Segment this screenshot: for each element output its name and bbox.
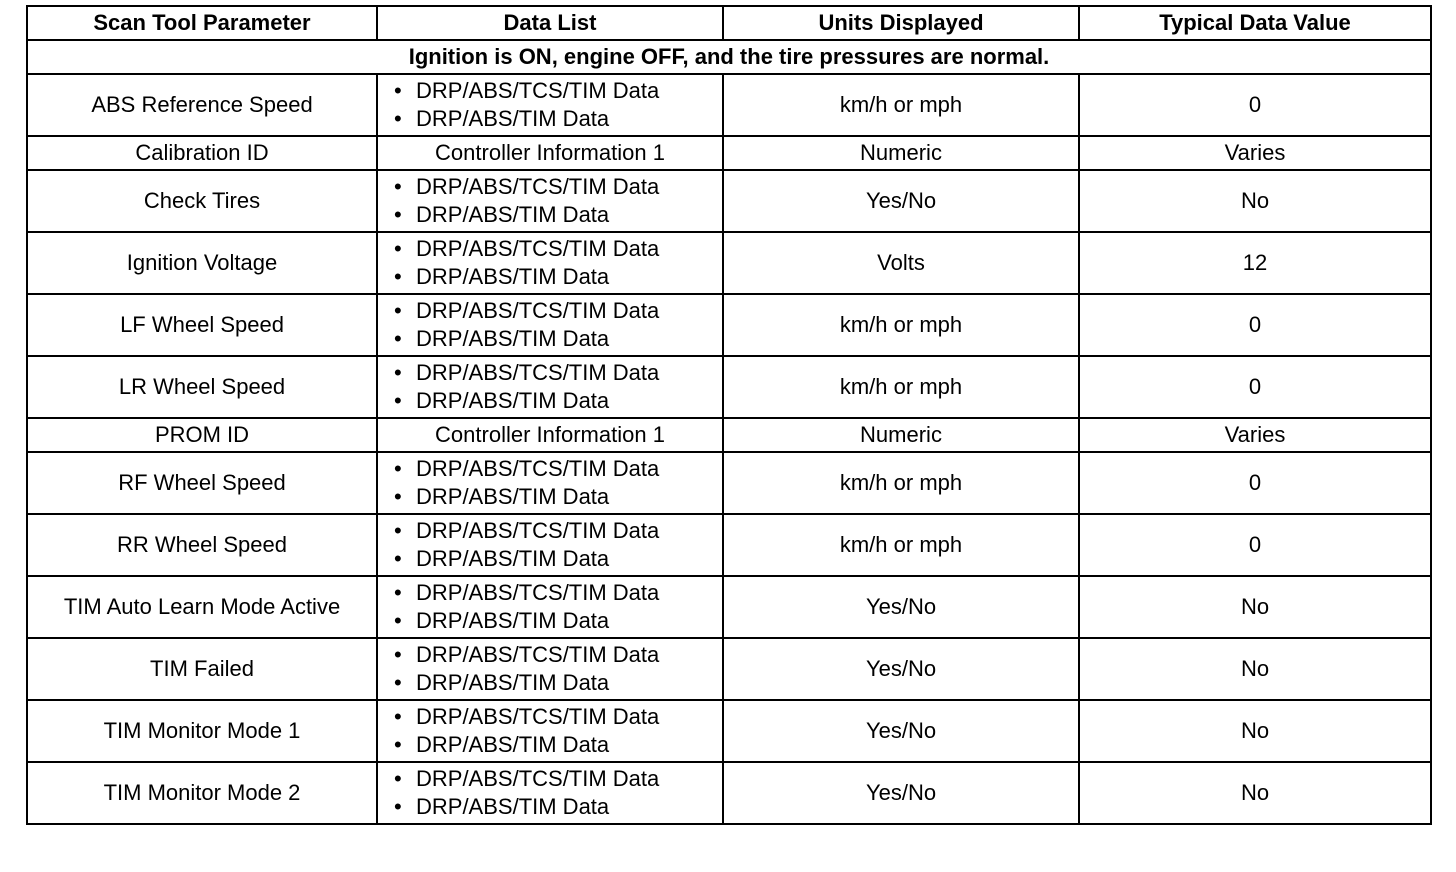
- data-list-item: [394, 579, 722, 607]
- table-row: [27, 136, 1431, 170]
- units-cell: km/h or mph: [723, 294, 1079, 356]
- parameter-cell: PROM ID: [27, 418, 377, 452]
- bullet-icon: •: [394, 704, 402, 729]
- bullet-icon: •: [394, 202, 402, 227]
- units-cell: km/h or mph: [723, 74, 1079, 136]
- data-list-bullets: [378, 455, 722, 511]
- bullet-icon: •: [394, 236, 402, 261]
- data-list-item: [394, 641, 722, 669]
- data-list-item: [394, 731, 722, 759]
- typical-value-cell: 0: [1079, 452, 1431, 514]
- bullet-icon: •: [394, 388, 402, 413]
- header-parameter: Scan Tool Parameter: [27, 6, 377, 40]
- units-cell: km/h or mph: [723, 452, 1079, 514]
- data-list-text: DRP/ABS/TIM Data: [416, 732, 610, 757]
- data-list-item: [394, 297, 722, 325]
- parameter-cell: TIM Monitor Mode 1: [27, 700, 377, 762]
- data-list-text: DRP/ABS/TIM Data: [416, 326, 610, 351]
- parameter-cell: LR Wheel Speed: [27, 356, 377, 418]
- data-list-cell: [377, 576, 723, 638]
- table-row: [27, 452, 1431, 514]
- parameter-cell: Ignition Voltage: [27, 232, 377, 294]
- typical-value-cell: No: [1079, 638, 1431, 700]
- data-list-bullets: [378, 641, 722, 697]
- bullet-icon: •: [394, 326, 402, 351]
- table-row: [27, 74, 1431, 136]
- units-cell: Yes/No: [723, 638, 1079, 700]
- bullet-icon: •: [394, 106, 402, 131]
- bullet-icon: •: [394, 732, 402, 757]
- typical-value-cell: No: [1079, 762, 1431, 824]
- data-list-cell: [377, 514, 723, 576]
- data-list-cell: [377, 74, 723, 136]
- bullet-icon: •: [394, 484, 402, 509]
- bullet-icon: •: [394, 174, 402, 199]
- bullet-icon: •: [394, 518, 402, 543]
- data-list-cell: [377, 638, 723, 700]
- data-list-item: [394, 325, 722, 353]
- data-list-bullets: [378, 703, 722, 759]
- typical-value-cell: 0: [1079, 74, 1431, 136]
- data-list-text: DRP/ABS/TCS/TIM Data: [416, 704, 660, 729]
- data-list-text: DRP/ABS/TCS/TIM Data: [416, 518, 660, 543]
- data-list-cell: [377, 356, 723, 418]
- units-cell: km/h or mph: [723, 514, 1079, 576]
- table-row: [27, 762, 1431, 824]
- data-list-bullets: [378, 517, 722, 573]
- parameter-cell: TIM Auto Learn Mode Active: [27, 576, 377, 638]
- condition-row: [27, 40, 1431, 74]
- data-list-text: DRP/ABS/TCS/TIM Data: [416, 766, 660, 791]
- data-list-text: DRP/ABS/TIM Data: [416, 670, 610, 695]
- bullet-icon: •: [394, 766, 402, 791]
- data-list-text: DRP/ABS/TIM Data: [416, 546, 610, 571]
- data-list-cell: [377, 294, 723, 356]
- data-list-item: [394, 235, 722, 263]
- data-list-item: [394, 455, 722, 483]
- data-list-text: DRP/ABS/TCS/TIM Data: [416, 456, 660, 481]
- typical-value-cell: 12: [1079, 232, 1431, 294]
- parameter-cell: TIM Failed: [27, 638, 377, 700]
- units-cell: Yes/No: [723, 576, 1079, 638]
- data-list-bullets: [378, 235, 722, 291]
- units-cell: Numeric: [723, 418, 1079, 452]
- data-list-text: DRP/ABS/TCS/TIM Data: [416, 78, 660, 103]
- table-row: [27, 700, 1431, 762]
- table-row: [27, 294, 1431, 356]
- typical-value-cell: Varies: [1079, 136, 1431, 170]
- bullet-icon: •: [394, 608, 402, 633]
- data-list-cell: Controller Information 1: [377, 418, 723, 452]
- data-list-item: [394, 173, 722, 201]
- data-list-text: DRP/ABS/TCS/TIM Data: [416, 174, 660, 199]
- data-list-cell: Controller Information 1: [377, 136, 723, 170]
- header-row: [27, 6, 1431, 40]
- units-cell: Yes/No: [723, 700, 1079, 762]
- units-cell: Numeric: [723, 136, 1079, 170]
- units-cell: Yes/No: [723, 762, 1079, 824]
- data-list-text: DRP/ABS/TCS/TIM Data: [416, 580, 660, 605]
- data-list-item: [394, 387, 722, 415]
- typical-value-cell: 0: [1079, 514, 1431, 576]
- typical-value-cell: No: [1079, 170, 1431, 232]
- typical-value-cell: Varies: [1079, 418, 1431, 452]
- parameter-cell: Check Tires: [27, 170, 377, 232]
- units-cell: km/h or mph: [723, 356, 1079, 418]
- table-row: [27, 232, 1431, 294]
- condition-text: Ignition is ON, engine OFF, and the tire pressures are normal.: [27, 40, 1431, 74]
- data-list-text: DRP/ABS/TIM Data: [416, 794, 610, 819]
- data-list-bullets: [378, 297, 722, 353]
- parameter-cell: TIM Monitor Mode 2: [27, 762, 377, 824]
- data-list-item: [394, 359, 722, 387]
- data-list-cell: [377, 452, 723, 514]
- data-list-item: [394, 793, 722, 821]
- table-row: [27, 170, 1431, 232]
- data-list-bullets: [378, 579, 722, 635]
- data-list-item: [394, 669, 722, 697]
- bullet-icon: •: [394, 546, 402, 571]
- table-row: [27, 576, 1431, 638]
- data-list-cell: [377, 700, 723, 762]
- bullet-icon: •: [394, 78, 402, 103]
- data-list-text: DRP/ABS/TCS/TIM Data: [416, 642, 660, 667]
- table-row: [27, 418, 1431, 452]
- data-list-text: DRP/ABS/TIM Data: [416, 202, 610, 227]
- data-list-text: DRP/ABS/TIM Data: [416, 388, 610, 413]
- data-list-text: DRP/ABS/TCS/TIM Data: [416, 298, 660, 323]
- table-row: [27, 514, 1431, 576]
- data-list-text: DRP/ABS/TIM Data: [416, 484, 610, 509]
- bullet-icon: •: [394, 298, 402, 323]
- typical-value-cell: No: [1079, 576, 1431, 638]
- bullet-icon: •: [394, 456, 402, 481]
- data-list-item: [394, 545, 722, 573]
- data-list-cell: [377, 762, 723, 824]
- data-list-item: [394, 263, 722, 291]
- bullet-icon: •: [394, 642, 402, 667]
- bullet-icon: •: [394, 794, 402, 819]
- data-list-item: [394, 483, 722, 511]
- bullet-icon: •: [394, 670, 402, 695]
- data-list-text: DRP/ABS/TCS/TIM Data: [416, 236, 660, 261]
- parameter-cell: RR Wheel Speed: [27, 514, 377, 576]
- data-list-text: DRP/ABS/TIM Data: [416, 106, 610, 131]
- typical-value-cell: 0: [1079, 356, 1431, 418]
- table-body: [27, 40, 1431, 824]
- parameter-cell: RF Wheel Speed: [27, 452, 377, 514]
- data-list-item: [394, 703, 722, 731]
- data-list-item: [394, 77, 722, 105]
- data-list-text: DRP/ABS/TIM Data: [416, 264, 610, 289]
- data-list-cell: [377, 232, 723, 294]
- data-list-item: [394, 105, 722, 133]
- parameter-cell: Calibration ID: [27, 136, 377, 170]
- data-list-bullets: [378, 359, 722, 415]
- data-list-item: [394, 765, 722, 793]
- data-list-text: DRP/ABS/TCS/TIM Data: [416, 360, 660, 385]
- header-typical-value: Typical Data Value: [1079, 6, 1431, 40]
- table-row: [27, 638, 1431, 700]
- scan-tool-data-table: [26, 5, 1432, 825]
- bullet-icon: •: [394, 264, 402, 289]
- parameter-cell: LF Wheel Speed: [27, 294, 377, 356]
- data-list-bullets: [378, 173, 722, 229]
- data-list-item: [394, 201, 722, 229]
- typical-value-cell: No: [1079, 700, 1431, 762]
- parameter-cell: ABS Reference Speed: [27, 74, 377, 136]
- bullet-icon: •: [394, 360, 402, 385]
- data-list-text: DRP/ABS/TIM Data: [416, 608, 610, 633]
- units-cell: Yes/No: [723, 170, 1079, 232]
- typical-value-cell: 0: [1079, 294, 1431, 356]
- header-units: Units Displayed: [723, 6, 1079, 40]
- data-list-item: [394, 607, 722, 635]
- header-data-list: Data List: [377, 6, 723, 40]
- bullet-icon: •: [394, 580, 402, 605]
- data-list-bullets: [378, 765, 722, 821]
- data-list-bullets: [378, 77, 722, 133]
- data-list-cell: [377, 170, 723, 232]
- units-cell: Volts: [723, 232, 1079, 294]
- table-row: [27, 356, 1431, 418]
- data-list-item: [394, 517, 722, 545]
